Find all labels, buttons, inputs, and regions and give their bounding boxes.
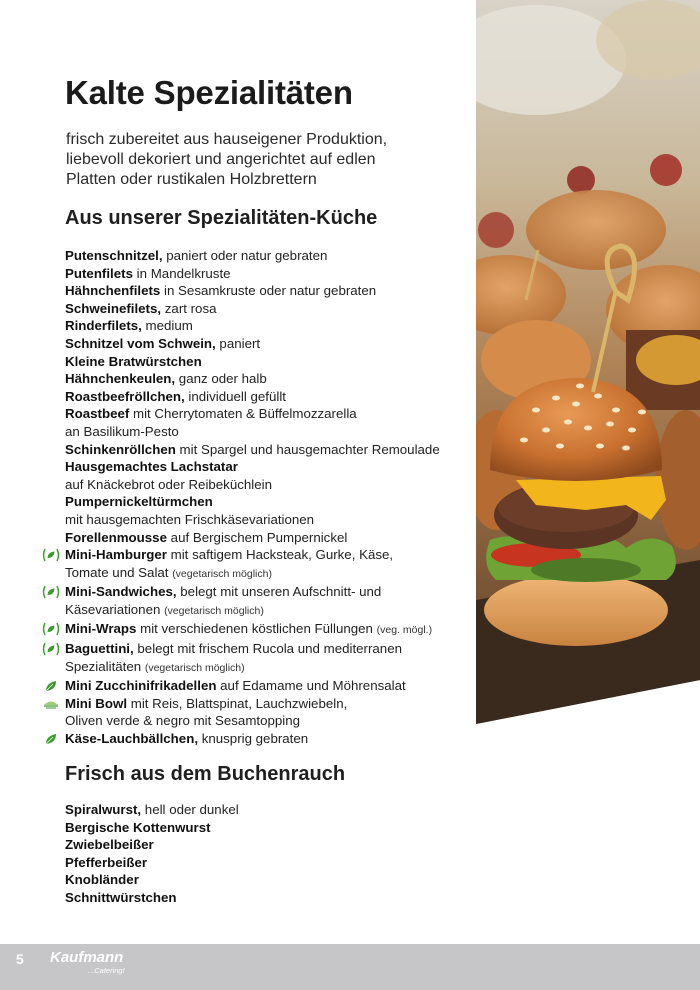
dish-description: in Mandelkruste: [132, 265, 231, 281]
dish-name: Schinkenröllchen: [65, 441, 176, 457]
brand-logo: Kaufmann: [50, 949, 124, 966]
dish-name: Zwiebelbeißer: [65, 837, 154, 853]
menu-item-line: [65, 658, 475, 678]
dish-description: Käsevariationen: [65, 601, 165, 617]
dish-description: paniert: [215, 335, 261, 351]
menu-item-line: [65, 546, 475, 564]
dish-description: mit Reis, Blattspinat, Lauchzwiebeln,: [127, 695, 348, 711]
vegan-icon: [41, 697, 61, 711]
dish-name: Mini-Wraps: [65, 621, 137, 637]
menu-item-line: [65, 405, 475, 423]
vegetarian-possible-icon: [41, 585, 61, 599]
menu-item-line: [65, 529, 475, 547]
menu-item-line: [65, 601, 475, 621]
dish-name: Hähnchenkeulen,: [65, 371, 176, 387]
dish-description: mit hausgemachten Frischkäsevariationen: [65, 511, 315, 527]
brand-tagline: ...Catering!: [88, 966, 125, 975]
dish-description: auf Bergischem Pumpernickel: [166, 529, 348, 545]
dish-name: Putenfilets: [65, 265, 133, 281]
menu-item-line: [65, 640, 475, 658]
vegetarian-possible-icon: [41, 642, 61, 656]
mini-hamburger-photo: [476, 0, 700, 724]
dish-description: Spezialitäten: [65, 658, 145, 674]
menu-item-line: [65, 353, 475, 371]
dish-description: hell oder dunkel: [141, 802, 239, 817]
dish-name: Spiralwurst,: [65, 802, 142, 817]
dish-name: Mini Bowl: [65, 695, 128, 711]
vegetarian-possible-icon: [41, 548, 61, 562]
menu-item-line: [65, 871, 475, 889]
dish-name: Schweinefilets,: [65, 300, 162, 316]
footer-bar: [0, 944, 700, 990]
menu-item-line: [65, 247, 475, 265]
menu-item-line: [65, 458, 475, 476]
menu-item-line: [65, 282, 475, 300]
dish-name: Mini-Sandwiches,: [65, 584, 177, 600]
dish-note: (vegetarisch möglich): [144, 661, 245, 674]
dish-name: Schnitzel vom Schwein,: [65, 335, 216, 351]
menu-item-line: [65, 730, 475, 748]
dish-description: knusprig gebraten: [198, 731, 309, 747]
dish-description: mit saftigem Hacksteak, Gurke, Käse,: [166, 547, 394, 563]
dish-note: (veg. mögl.): [376, 624, 433, 637]
menu-item-line: [65, 695, 475, 713]
menu-item-line: [65, 854, 475, 872]
dish-description: mit Cherrytomaten & Büffelmozzarella: [129, 406, 357, 422]
dish-name: Roastbeef: [65, 406, 130, 422]
menu-item-line: [65, 712, 475, 730]
dish-name: Putenschnitzel,: [65, 248, 163, 263]
dish-name: Hausgemachtes Lachstatar: [65, 459, 238, 475]
menu-item-line: [65, 441, 475, 459]
dish-name: Pfefferbeißer: [65, 854, 148, 870]
dish-name: Mini Zucchinifrikadellen: [65, 678, 217, 694]
intro-line: frisch zubereitet aus hauseigener Produktion,: [66, 131, 388, 148]
menu-item-line: [65, 889, 475, 907]
dish-description: Tomate und Salat: [65, 564, 173, 580]
dish-name: Kleine Bratwürstchen: [65, 353, 202, 369]
menu-item-line: [65, 511, 475, 529]
intro-line: liebevoll dekoriert und angerichtet auf edlen: [66, 151, 376, 168]
dish-description: in Sesamkruste oder natur gebraten: [160, 283, 377, 299]
vegetarian-leaf-icon: [41, 679, 61, 693]
dish-name: Bergische Kottenwurst: [65, 819, 211, 835]
vegetarian-leaf-icon: [41, 732, 61, 746]
dish-name: Pumpernickeltürmchen: [65, 494, 213, 510]
dish-name: Knobländer: [65, 872, 139, 888]
dish-description: Oliven verde & negro mit Sesamtopping: [65, 713, 301, 729]
dish-name: Hähnchenfilets: [65, 283, 161, 299]
menu-item-line: [65, 265, 475, 283]
menu-item-line: [65, 388, 475, 406]
dish-description: auf Edamame und Möhrensalat: [216, 678, 406, 694]
menu-item-line: [65, 819, 475, 837]
dish-description: ganz oder halb: [175, 371, 267, 387]
dish-description: an Basilikum-Pesto: [65, 423, 179, 439]
section-heading-specialties: Aus unserer Spezialitäten-Küche: [65, 207, 378, 229]
menu-item-line: [65, 620, 475, 640]
intro-text: [66, 130, 456, 190]
dish-name: Roastbeefröllchen,: [65, 388, 185, 404]
dish-note: (vegetarisch möglich): [172, 567, 272, 580]
dish-description: belegt mit unseren Aufschnitt- und: [176, 584, 382, 600]
menu-item-line: [65, 801, 475, 819]
menu-item-line: [65, 836, 475, 854]
dish-note: (vegetarisch möglich): [164, 604, 264, 617]
menu-item-line: [65, 493, 475, 511]
dish-description: medium: [141, 318, 193, 334]
menu-item-line: [65, 677, 475, 695]
menu-item-line: [65, 300, 475, 318]
menu-item-line: [65, 583, 475, 601]
dish-name: Baguettini,: [65, 641, 134, 657]
menu-item-line: [65, 317, 475, 335]
smoked-list: [65, 801, 475, 907]
menu-item-line: [65, 370, 475, 388]
dish-name: Schnittwürstchen: [65, 889, 177, 905]
section-heading-smoked: Frisch aus dem Buchenrauch: [65, 763, 346, 785]
dish-description: auf Knäckebrot oder Reibeküchlein: [65, 476, 272, 492]
menu-item-line: [65, 564, 475, 584]
page-number: 5: [16, 951, 24, 967]
menu-item-line: [65, 476, 475, 494]
dish-description: mit verschiedenen köstlichen Füllungen: [136, 621, 377, 637]
intro-line: Platten oder rustikalen Holzbrettern: [66, 171, 317, 188]
dish-description: belegt mit frischem Rucola und mediterranen: [133, 641, 402, 657]
menu-item-line: [65, 423, 475, 441]
specialties-list: [65, 247, 475, 748]
page-title: Kalte Spezialitäten: [65, 74, 353, 111]
vegetarian-possible-icon: [41, 622, 61, 636]
dish-name: Rinderfilets,: [65, 318, 142, 334]
dish-name: Mini-Hamburger: [65, 547, 167, 563]
menu-item-line: [65, 335, 475, 353]
dish-description: mit Spargel und hausgemachter Remoulade: [175, 441, 440, 457]
dish-name: Käse-Lauchbällchen,: [65, 731, 199, 747]
dish-description: individuell gefüllt: [184, 388, 286, 404]
dish-description: paniert oder natur gebraten: [162, 248, 328, 263]
dish-description: zart rosa: [161, 300, 217, 316]
dish-name: Forellenmousse: [65, 529, 167, 545]
